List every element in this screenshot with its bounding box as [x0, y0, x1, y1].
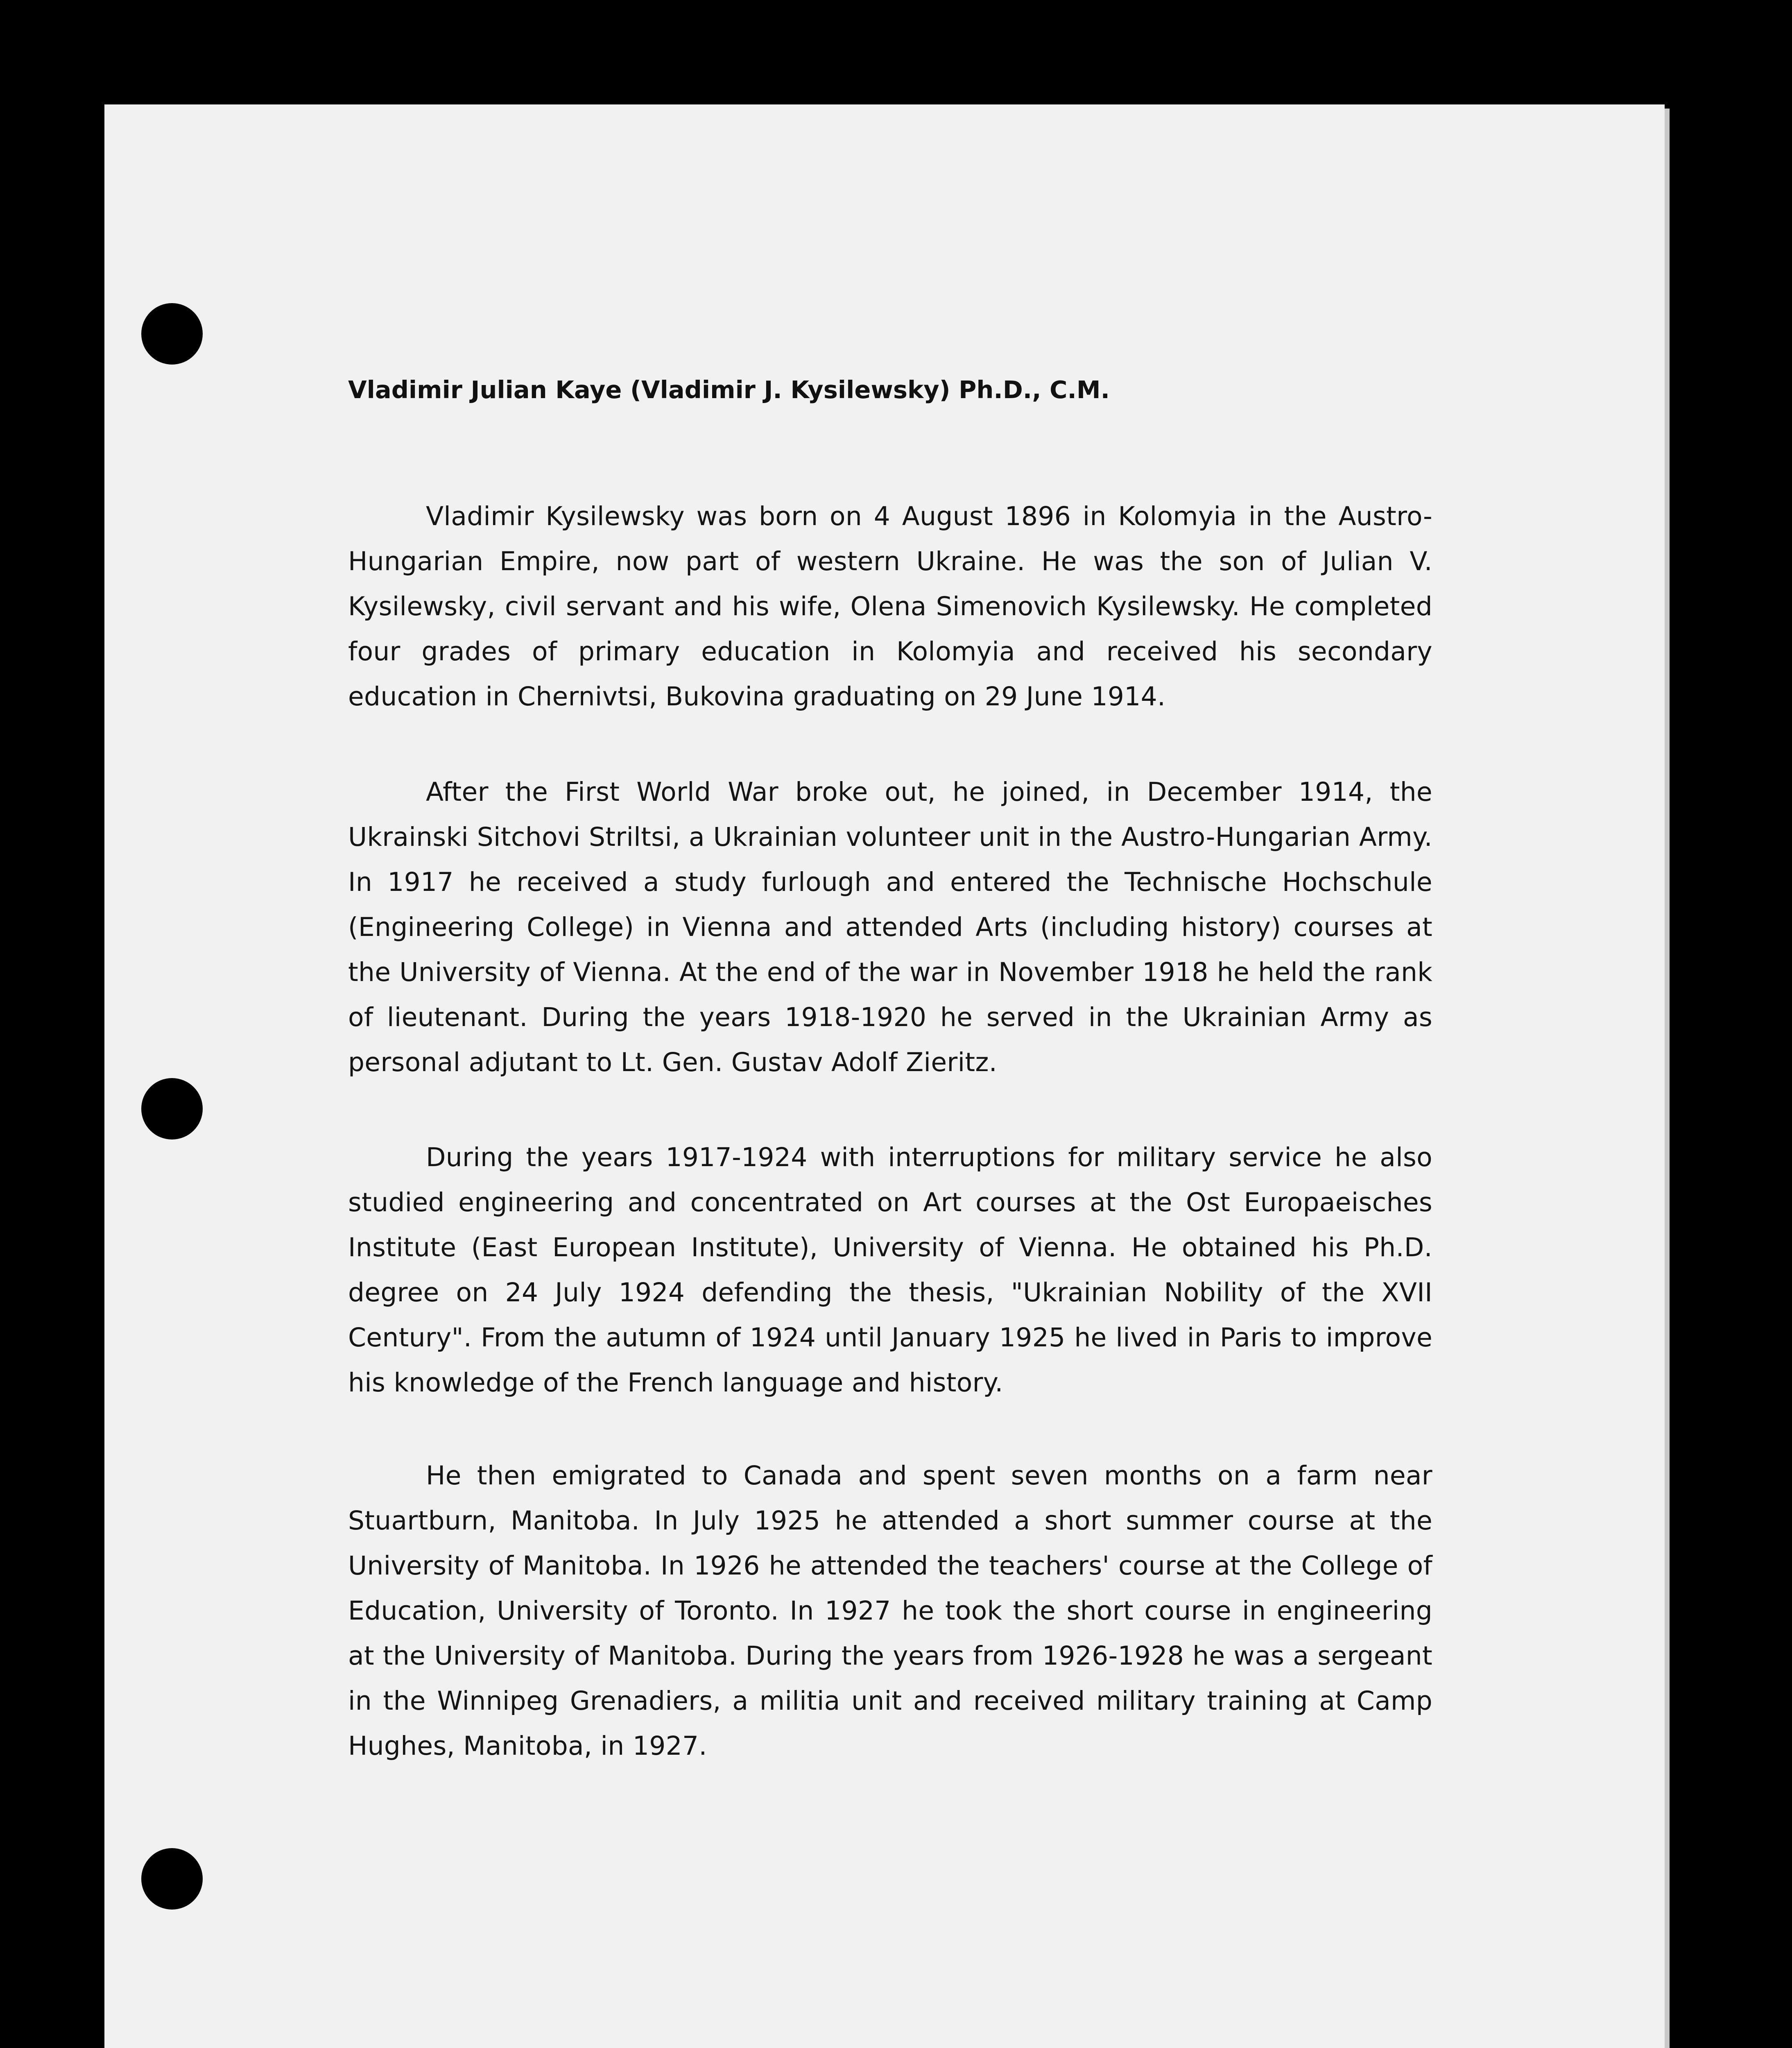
paragraph-birth-education: Vladimir Kysilewsky was born on 4 August 1896 in Kolomyia in the Austro-Hungarian Empire, now part of western Ukraine. He was the son of Julian V. Kysilewsky, civil servant and his wife, Olena Simenovich Kysilewsky. He completed four grades of primary education in Kolomyia and received his secondary education in Chernivtsi, Bukovina graduating on 29 June 1914.: [348, 501, 1432, 711]
punch-hole: [141, 1848, 203, 1910]
paragraph-canada: He then emigrated to Canada and spent seven months on a farm near Stuartburn, Manitoba. In July 1925 he attended a short summer course at the University of Manitoba. In 1926 he attended the teachers' course at the College of Education, University of Toronto. In 1927 he took the short course in engineering at the University of Manitoba. During the years from 1926-1928 he was a sergeant in the Winnipeg Grenadiers, a militia unit and received military training at Camp Hughes, Manitoba, in 1927.: [348, 1461, 1432, 1761]
page-edge: [1665, 109, 1670, 2048]
punch-hole: [141, 303, 203, 365]
paragraph-doctorate: During the years 1917-1924 with interruptions for military service he also studied engineering and concentrated on Art courses at the Ost Europaeisches Institute (East European Institute), University of Vienna. He obtained his Ph.D. degree on 24 July 1924 defending the thesis, "Ukrainian Nobility of the XVII Century". From the autumn of 1924 until January 1925 he lived in Paris to improve his knowledge of the French language and history.: [348, 1142, 1432, 1398]
document-title: Vladimir Julian Kaye (Vladimir J. Kysilewsky) Ph.D., C.M.: [348, 376, 1110, 404]
paragraph-military-service: After the First World War broke out, he joined, in December 1914, the Ukrainski Sitchovi Striltsi, a Ukrainian volunteer unit in the Austro-Hungarian Army. In 1917 he received a study furlough and entered the Technische Hochschule (Engineering College) in Vienna and attended Arts (including history) courses at the University of Vienna. At the end of the war in November 1918 he held the rank of lieutenant. During the years 1918-1920 he served in the Ukrainian Army as personal adjutant to Lt. Gen. Gustav Adolf Zieritz.: [348, 777, 1432, 1077]
punch-hole: [141, 1078, 203, 1140]
